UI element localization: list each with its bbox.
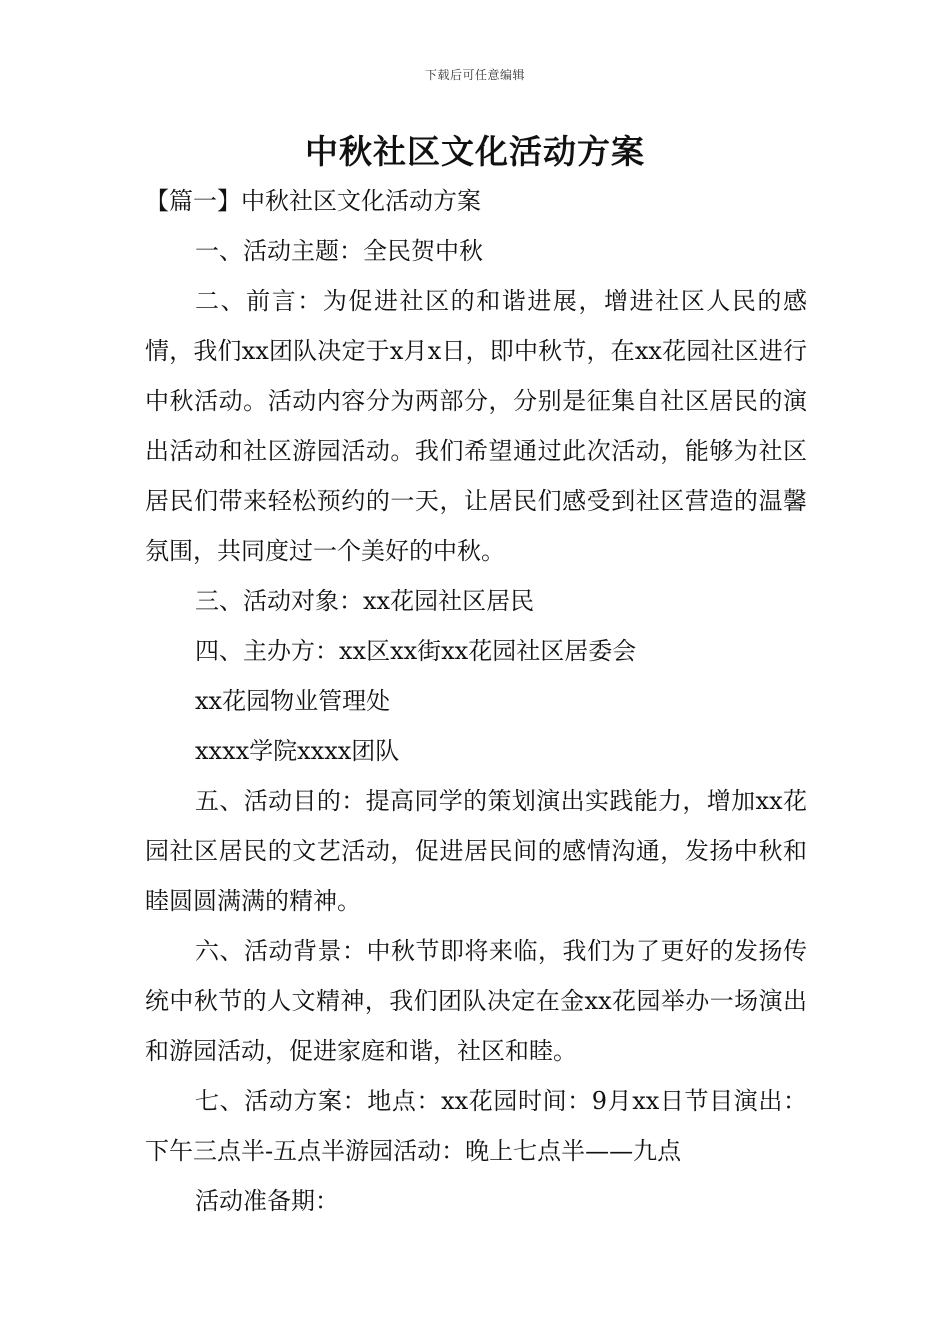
document-title: 中秋社区文化活动方案 (305, 132, 645, 171)
paragraph-preparation: 活动准备期： (195, 1187, 339, 1215)
paragraph-plan: 七、活动方案：地点：xx花园时间：9月xx日节目演出：下午三点半-五点半游园活动：晚上七点半——九点 (145, 1087, 807, 1165)
paragraph-preface: 二、前言：为促进社区的和谐进展，增进社区人民的感情，我们xx团队决定于x月x日，即中秋节，在xx花园社区进行中秋活动。活动内容分为两部分，分别是征集自社区居民的演出活动和社区游园活动。我们希望通过此次活动，能够为社区居民们带来轻松预约的一天，让居民们感受到社区营造的温馨氛围，共同度过一个美好的中秋。 (145, 287, 807, 565)
section-heading: 【篇一】中秋社区文化活动方案 (145, 187, 481, 215)
paragraph-organizer-3: xxxx学院xxxx团队 (195, 737, 400, 765)
paragraph-purpose: 五、活动目的：提高同学的策划演出实践能力，增加xx花园社区居民的文艺活动，促进居民间的感情沟通，发扬中秋和睦圆圆满满的精神。 (145, 787, 807, 915)
paragraph-organizer: 四、主办方：xx区xx街xx花园社区居委会 (195, 637, 637, 665)
paragraph-background: 六、活动背景：中秋节即将来临，我们为了更好的发扬传统中秋节的人文精神，我们团队决定在金xx花园举办一场演出和游园活动，促进家庭和谐，社区和睦。 (145, 937, 807, 1065)
header-note: 下载后可任意编辑 (424, 68, 525, 82)
document-body (145, 176, 807, 1226)
paragraph-audience: 三、活动对象：xx花园社区居民 (195, 587, 535, 615)
paragraph-theme: 一、活动主题：全民贺中秋 (195, 237, 483, 265)
paragraph-organizer-2: xx花园物业管理处 (195, 687, 391, 715)
